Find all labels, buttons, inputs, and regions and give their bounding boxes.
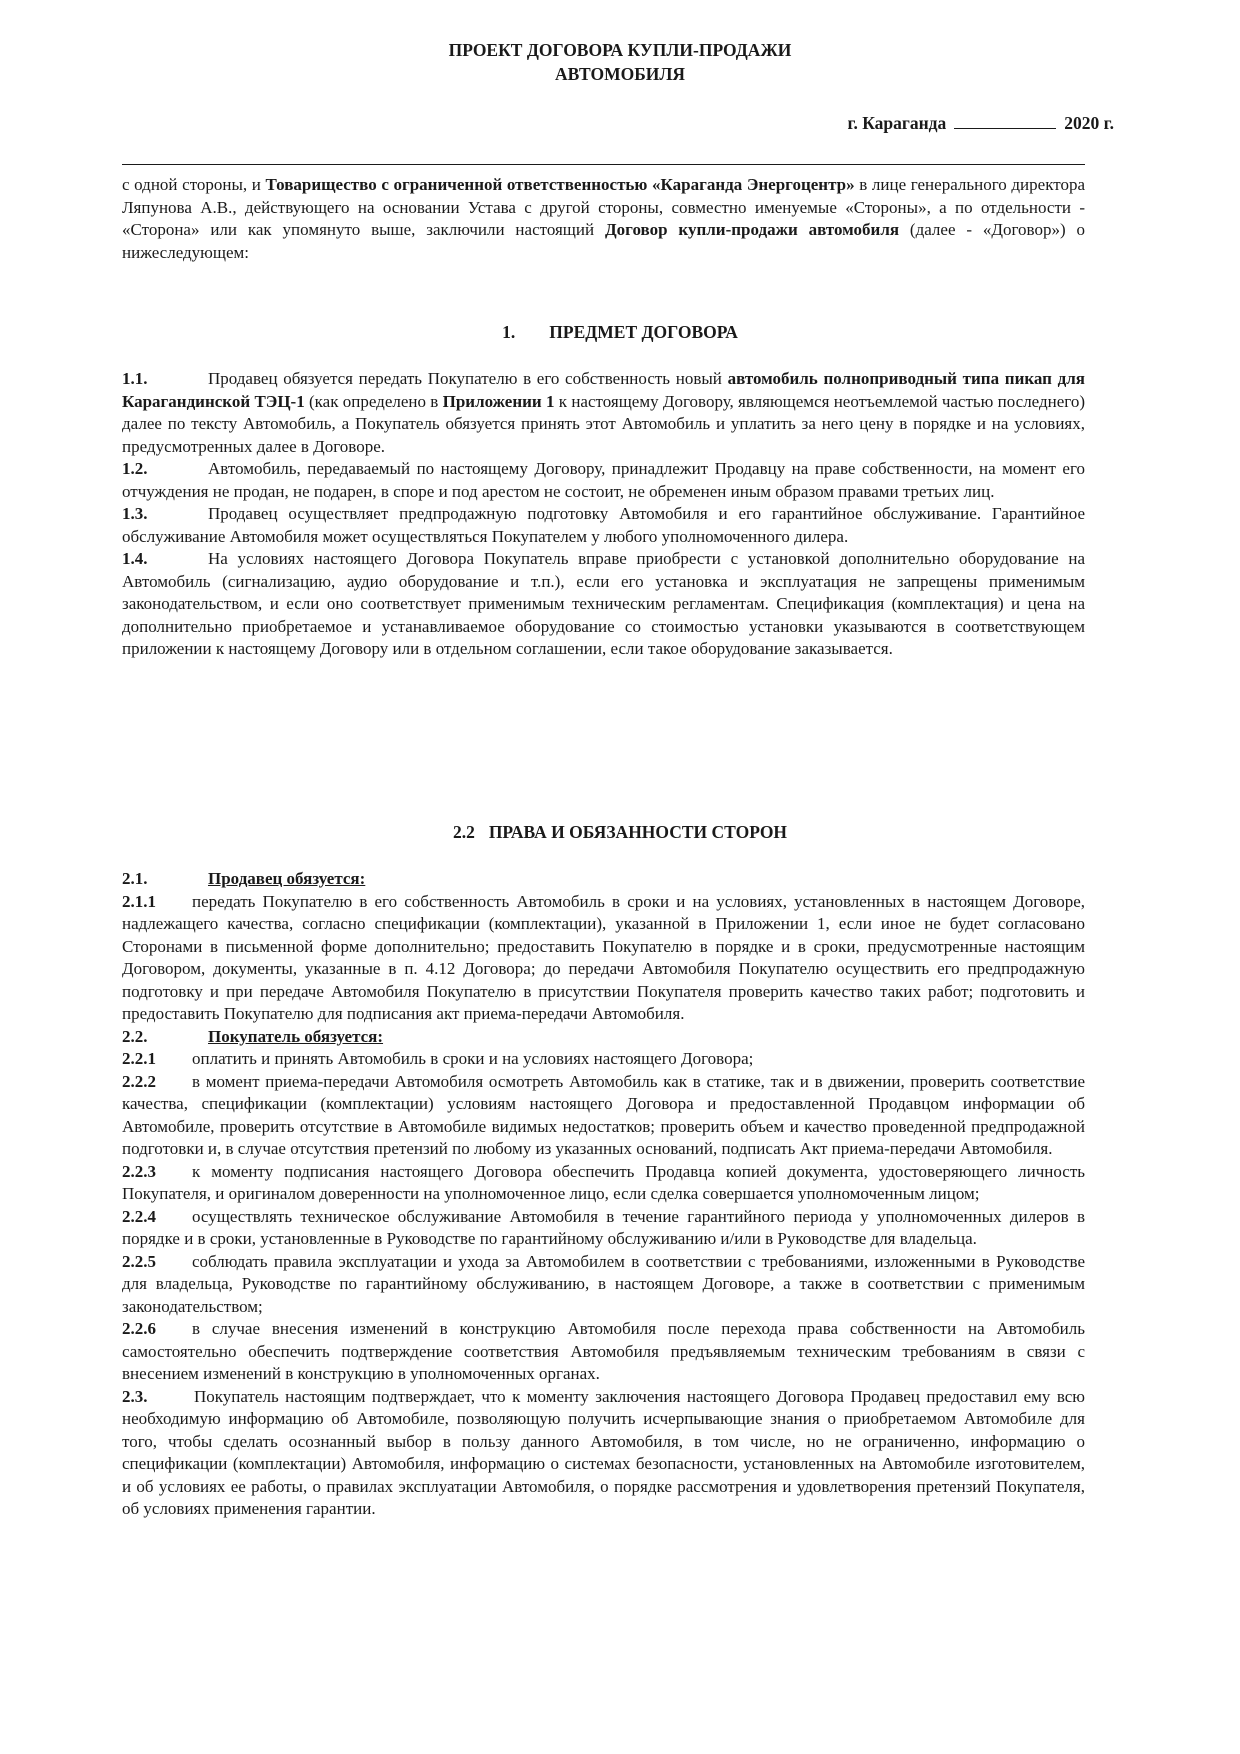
clause-number: 2.3. xyxy=(122,1386,148,1406)
clause-number: 2.2.2 xyxy=(122,1071,156,1091)
section-2-number: 2.2 xyxy=(452,822,475,842)
clause-1-1 xyxy=(122,368,1085,458)
clause-text: осуществлять техническое обслуживание Автомобиля в течение гарантийного периода у уполномоченных дилеров в порядке и в сроки, установленные в Руководстве по гарантийному обслуживанию и/или в Руководстве для владельца. xyxy=(122,1206,1085,1248)
clause-number: 2.1.1 xyxy=(122,891,156,911)
clause-number: 2.1. xyxy=(122,869,148,888)
clause-number: 1.1. xyxy=(122,369,148,388)
clause-text: к моменту подписания настоящего Договора обеспечить Продавца копией документа, удостоверяющего личность Покупателя, и оригиналом доверенности на уполномоченное лицо, если сделка совершается уполномоченным лицом; xyxy=(122,1161,1085,1203)
intro-text-1: с одной стороны, и xyxy=(122,175,266,194)
date-blank xyxy=(954,110,1056,129)
year: 2020 г. xyxy=(1064,113,1114,133)
clause-text: к настоящему Договору, являющемся неотъемлемой частью последнего) далее по тексту Автомобиль, а Покупатель обязуется принять этот Автомобиль и уплатить за него цену в порядке и на условиях, предусмотренных далее в Договоре. xyxy=(122,391,1085,456)
city-date-line xyxy=(847,110,1114,134)
clause-1-3 xyxy=(122,503,1085,548)
section-1-title: ПРЕДМЕТ ДОГОВОРА xyxy=(549,322,738,342)
buyer-obligations-heading: Покупатель обязуется: xyxy=(208,1026,384,1046)
clause-text: (как определено в xyxy=(304,391,443,411)
clause-2-1-1 xyxy=(122,891,1085,1026)
clause-2-2-1 xyxy=(122,1048,1085,1071)
clause-number: 2.2.1 xyxy=(122,1049,156,1068)
clause-2-2-5 xyxy=(122,1251,1085,1319)
clause-2-3 xyxy=(122,1386,1085,1521)
clause-number: 1.4. xyxy=(122,549,148,568)
seller-obligations-heading: Продавец обязуется: xyxy=(208,869,366,888)
clause-text: Покупатель настоящим подтверждает, что к моменту заключения настоящего Договора Продавец предоставил ему всю необходимую информацию об Автомобиле, позволяющую получить исчерпывающие знания о приобретаемом Автомобиле для того, чтобы сделать осознанный выбор в пользу данного Автомобиля, в том числе, но не ограниченно, информацию о спецификации (комплектации) Автомобиля, информацию о системах безопасности, установленных на Автомобиле изготовителем, и об условиях ее работы, о правилах эксплуатации Автомобиля, о порядке рассмотрения и удовлетворения претензий Покупателя, об условиях применения гарантии. xyxy=(122,1386,1085,1518)
clause-2-2-6 xyxy=(122,1318,1085,1386)
clause-number: 2.2.6 xyxy=(122,1319,156,1338)
clause-2-2-4 xyxy=(122,1206,1085,1251)
clause-2-1 xyxy=(122,868,1085,891)
party-blank-line xyxy=(122,164,1085,165)
clause-2-2-3 xyxy=(122,1161,1085,1206)
clause-1-2 xyxy=(122,458,1085,503)
clause-number: 2.2. xyxy=(122,1026,148,1046)
clause-text: Продавец осуществляет предпродажную подготовку Автомобиля и его гарантийное обслуживание. Гарантийное обслуживание Автомобиля может осуществляться Покупателем у любого уполномоченного дилера. xyxy=(122,504,1085,546)
vehicle-type: автомобиль полноприводный типа пикап для Карагандинской ТЭЦ-1 xyxy=(122,369,1085,411)
clause-text: оплатить и принять Автомобиль в сроки и на условиях настоящего Договора; xyxy=(192,1049,754,1068)
title-line-1: ПРОЕКТ ДОГОВОРА КУПЛИ-ПРОДАЖИ xyxy=(448,40,792,60)
section-1-number: 1. xyxy=(502,322,516,342)
intro-company-name: Товарищество с ограниченной ответственностью «Караганда Энергоцентр» xyxy=(265,175,855,194)
intro-contract-name: Договор купли-продажи автомобиля xyxy=(604,220,900,239)
document-title xyxy=(0,38,1240,86)
clause-number: 1.2. xyxy=(122,459,148,478)
section-2-body xyxy=(122,868,1085,1521)
city: г. Караганда xyxy=(847,113,947,133)
clause-number: 2.2.3 xyxy=(122,1161,156,1181)
clause-text: Автомобиль, передаваемый по настоящему Договору, принадлежит Продавцу на праве собственности, на момент его отчуждения не продан, не подарен, в споре и под арестом не состоит, не обременен иным образом правами третьих лиц. xyxy=(122,459,1085,501)
title-line-2: АВТОМОБИЛЯ xyxy=(554,64,686,84)
clause-text: На условиях настоящего Договора Покупатель вправе приобрести с установкой дополнительно оборудование на Автомобиль (сигнализацию, аудио оборудование и т.п.), если его установка и эксплуатация не запрещены применимым законодательством, и если оно соответствует применимым техническим регламентам. Спецификация (комплектация) и цена на дополнительно приобретаемое и устанавливаемое оборудование со стоимостью установки указываются в соответствующем приложении к настоящему Договору или в отдельном соглашении, если такое оборудование заказывается. xyxy=(122,549,1085,658)
clause-number: 2.2.5 xyxy=(122,1251,156,1271)
clause-2-2 xyxy=(122,1026,1085,1049)
section-2-heading xyxy=(0,822,1240,843)
clause-number: 1.3. xyxy=(122,504,148,523)
appendix-ref: Приложении 1 xyxy=(442,391,555,411)
section-1-body xyxy=(122,368,1085,661)
clause-text: в случае внесения изменений в конструкцию Автомобиля после перехода права собственности на Автомобиль самостоятельно обеспечить подтверждение соответствия Автомобиля предъявляемым техническим требованиям в связи с внесением изменений в конструкцию в уполномоченных органах. xyxy=(122,1319,1085,1383)
clause-number: 2.2.4 xyxy=(122,1206,156,1226)
section-1-heading xyxy=(0,322,1240,343)
intro-text-3: (далее - «Договор») о нижеследующем: xyxy=(122,220,1085,262)
clause-2-2-2 xyxy=(122,1071,1085,1161)
clause-1-4 xyxy=(122,548,1085,661)
clause-text: в момент приема-передачи Автомобиля осмотреть Автомобиль как в статике, так и в движении, проверить соответствие качества, спецификации (комплектации) условиям настоящего Договора и предоставленной Продавцом информации об Автомобиле, проверить отсутствие в Автомобиле видимых недостатков; проверить объем и качество проведенной предпродажной подготовки и, в случае отсутствия претензий по любому из указанных оснований, подписать Акт приема-передачи Автомобиля. xyxy=(122,1071,1085,1158)
clause-text: передать Покупателю в его собственность Автомобиль в сроки и на условиях, установленных в настоящем Договоре, надлежащего качества, согласно спецификации (комплектации), указанной в Приложении 1, если иное не будет согласовано Сторонами в письменной форме дополнительно; предоставить Покупателю в порядке и в сроки, предусмотренные настоящим Договором, документы, указанные в п. 4.12 Договора; до передачи Автомобиля Покупателю осуществить его предпродажную подготовку и при передаче Автомобиля Покупателю в присутствии Покупателя проверить качество таких работ; подготовить и предоставить Покупателю для подписания акт приема-передачи Автомобиля. xyxy=(122,891,1085,1023)
intro-paragraph xyxy=(122,174,1085,264)
intro-text-2: в лице генерального директора Ляпунова А.В., действующего на основании Устава с другой стороны, совместно именуемые «Стороны», а по отдельности - «Сторона» или как упомянуто выше, заключили настоящий xyxy=(122,175,1085,239)
clause-text: Продавец обязуется передать Покупателю в его собственность новый xyxy=(208,369,728,388)
section-2-title: ПРАВА И ОБЯЗАННОСТИ СТОРОН xyxy=(488,822,788,842)
clause-text: соблюдать правила эксплуатации и ухода за Автомобилем в соответствии с требованиями, изложенными в Руководстве для владельца, Руководстве по гарантийному обслуживанию, в настоящем Договоре, а также в соответствии с применимым законодательством; xyxy=(122,1251,1085,1316)
